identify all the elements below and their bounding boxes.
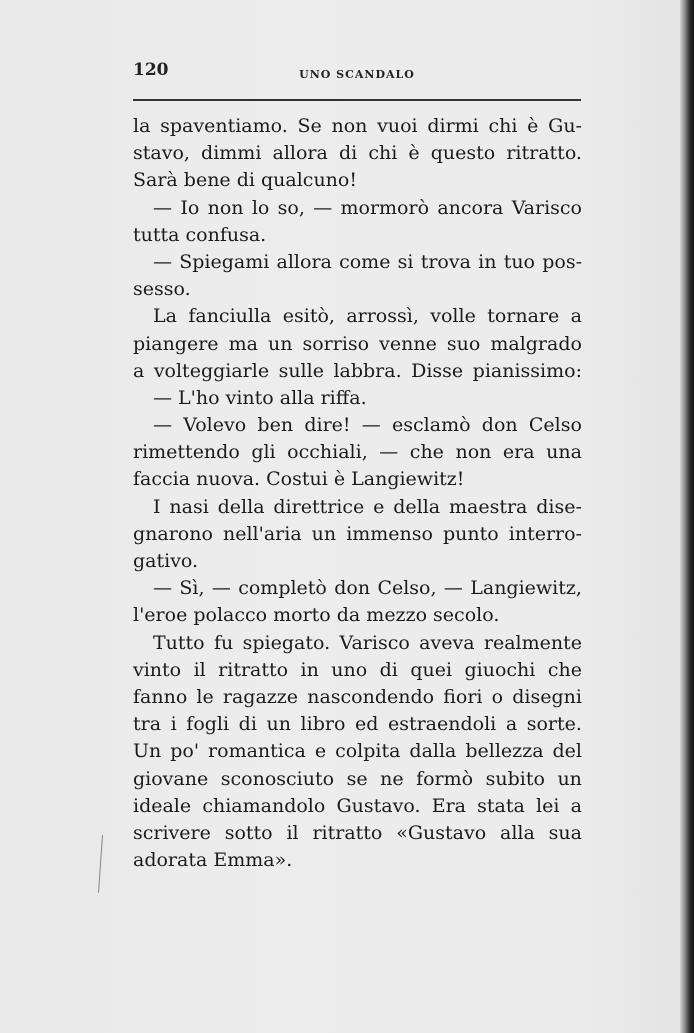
word: don: [481, 414, 518, 437]
word: completò: [238, 577, 327, 600]
word: vuoi: [377, 115, 418, 137]
text-line: l'eroe polacco morto da mezzo secolo.: [133, 604, 500, 627]
word: Gustavo.: [336, 794, 421, 817]
word: Volevo: [183, 414, 247, 437]
word: un: [267, 332, 293, 355]
word: —: [153, 577, 172, 600]
word: ed: [354, 713, 379, 736]
word: di: [238, 713, 257, 736]
word: fanno: [133, 685, 188, 708]
word: nell'aria: [222, 522, 302, 545]
word: mormorò: [340, 196, 430, 219]
word: che: [547, 658, 582, 681]
word: ben: [257, 414, 294, 437]
word: dire!: [304, 414, 351, 437]
word: gnarono: [133, 522, 213, 545]
word: giovane: [133, 767, 209, 790]
word: le: [196, 685, 214, 708]
word: un: [266, 713, 291, 736]
word: «Gustavo: [396, 821, 487, 844]
word: realmente: [483, 631, 582, 654]
word: quei: [410, 658, 453, 681]
word: pos-: [542, 250, 582, 273]
word: un: [311, 522, 337, 545]
text-line: [133, 195, 582, 222]
word: esitò,: [282, 305, 335, 328]
word: Sì,: [179, 577, 205, 600]
word: Varisco: [511, 196, 582, 219]
word: volteggiarle: [153, 359, 270, 382]
word: uno: [331, 658, 368, 681]
word: occhiali,: [287, 441, 368, 464]
word: non: [331, 115, 368, 137]
word: interro-: [508, 522, 582, 545]
text-line: tutta confusa.: [133, 223, 267, 246]
word: labbra.: [333, 359, 402, 382]
word: un: [557, 767, 582, 790]
word: la: [133, 115, 151, 137]
text-line: [133, 684, 582, 711]
word: spiegato.: [242, 631, 331, 654]
word: —: [153, 196, 172, 219]
word: tra: [133, 713, 162, 736]
word: dirmi: [427, 115, 479, 137]
word: —: [153, 414, 172, 437]
word: di: [338, 142, 358, 165]
word: —: [153, 250, 172, 273]
word: sorriso: [302, 332, 370, 355]
running-title: UNO SCANDALO: [299, 68, 415, 81]
word: lo: [251, 196, 270, 219]
word: Varisco: [339, 631, 410, 654]
word: il: [286, 821, 299, 844]
text-line: [133, 793, 582, 820]
word: non: [207, 196, 244, 219]
word: bellezza: [465, 740, 544, 763]
word: malgrado: [490, 332, 582, 355]
word: —: [443, 577, 463, 600]
word: sconosciuto: [220, 767, 335, 790]
word: ne: [380, 767, 404, 790]
word: sorte.: [526, 713, 582, 736]
word: ragazze: [222, 685, 299, 708]
word: se: [346, 767, 368, 790]
word: nascondendo: [307, 685, 435, 708]
text-line: sesso.: [133, 278, 191, 301]
word: come: [339, 250, 391, 273]
word: estraendoli: [387, 713, 497, 736]
text-line: [133, 113, 582, 140]
word: chi: [488, 115, 518, 137]
word: non: [455, 441, 492, 464]
word: tornare: [487, 305, 560, 328]
word: a: [505, 713, 518, 736]
word: una: [546, 441, 582, 464]
word: —: [361, 414, 381, 437]
word: a: [133, 359, 145, 382]
word: fogli: [186, 713, 230, 736]
word: ritratto: [218, 658, 289, 681]
word: Un: [133, 740, 162, 763]
word: dise-: [536, 495, 582, 518]
word: e: [314, 740, 327, 763]
word: formò: [416, 767, 474, 790]
word: don: [334, 577, 371, 600]
header-rule: [133, 99, 581, 101]
word: Se: [297, 115, 322, 137]
word: direttrice: [273, 495, 365, 518]
word: sua: [548, 821, 582, 844]
word: alla: [500, 821, 535, 844]
word: immenso: [346, 522, 433, 545]
word: Celso,: [377, 577, 437, 600]
text-line: [133, 630, 582, 657]
word: in: [478, 250, 497, 273]
word: sulle: [278, 359, 324, 382]
word: di: [379, 658, 398, 681]
word: stata: [477, 794, 525, 817]
text-line: [133, 711, 582, 738]
word: libro: [300, 713, 346, 736]
word: so,: [277, 196, 305, 219]
word: dimmi: [201, 142, 262, 165]
word: chiamandolo: [202, 794, 326, 817]
word: Disse: [411, 359, 464, 382]
word: I: [153, 495, 161, 518]
text-line: [133, 521, 582, 548]
word: nasi: [169, 495, 209, 518]
word: Io: [180, 196, 200, 219]
word: volle: [430, 305, 476, 328]
word: subito: [485, 767, 545, 790]
text-line: gativo.: [133, 550, 199, 572]
text-line: [133, 820, 582, 847]
word: vinto: [133, 658, 182, 681]
word: colpita: [335, 740, 401, 763]
word: che: [409, 441, 444, 464]
word: suo: [446, 332, 481, 355]
word: sotto: [224, 821, 273, 844]
word: i: [170, 713, 177, 736]
word: ritratto: [312, 821, 383, 844]
word: La: [153, 305, 177, 328]
word: e: [373, 495, 385, 518]
word: fu: [213, 631, 234, 654]
word: —: [379, 441, 399, 464]
word: romantica: [208, 740, 306, 763]
word: lei: [536, 794, 560, 817]
word: questo: [430, 142, 496, 165]
page-number: 120: [133, 60, 169, 80]
word: spaventiamo.: [160, 115, 288, 137]
word: Langiewitz,: [470, 577, 582, 600]
word: della: [393, 495, 441, 518]
word: ancora: [437, 196, 504, 219]
word: disegni: [512, 685, 582, 708]
word: giuochi: [464, 658, 536, 681]
text-line: [133, 738, 582, 765]
book-spine-shadow: [680, 0, 694, 1033]
word: è: [527, 115, 539, 137]
word: —: [313, 196, 333, 219]
word: dalla: [409, 740, 457, 763]
word: aveva: [419, 631, 475, 654]
text-line: — L'ho vinto alla riffa.: [153, 386, 367, 409]
word: punto: [443, 522, 499, 545]
text-line: [133, 303, 582, 330]
word: allora: [276, 250, 332, 273]
text-line: adorata Emma».: [133, 849, 293, 872]
word: allora: [272, 142, 328, 165]
word: esclamò: [392, 414, 471, 437]
text-line: [133, 575, 582, 602]
text-line: faccia nuova. Costui è Langiewitz!: [133, 468, 465, 491]
word: il: [193, 658, 206, 681]
text-line: [133, 494, 582, 521]
word: a: [570, 305, 582, 328]
word: rimettendo: [133, 441, 240, 464]
word: Era: [431, 794, 466, 817]
text-line: [133, 331, 582, 358]
text-line: [133, 140, 582, 167]
margin-pencil-mark: [98, 835, 106, 893]
word: tuo: [503, 250, 535, 273]
text-line: Sarà bene di qualcuno!: [133, 169, 357, 192]
word: fanciulla: [188, 305, 272, 328]
page-body-text: [133, 113, 582, 874]
word: —: [211, 577, 231, 600]
word: ideale: [133, 794, 192, 817]
text-line: [133, 249, 582, 276]
word: stavo,: [133, 142, 190, 165]
word: arrossì,: [346, 305, 419, 328]
word: fiori: [443, 685, 483, 708]
word: pianissimo:: [472, 359, 582, 382]
word: della: [217, 495, 265, 518]
word: era: [502, 441, 535, 464]
word: Tutto: [153, 631, 205, 654]
word: si: [397, 250, 414, 273]
word: po': [170, 740, 200, 763]
word: gli: [251, 441, 276, 464]
word: scrivere: [133, 821, 211, 844]
word: trova: [420, 250, 471, 273]
text-line: [133, 358, 582, 385]
text-line: [133, 439, 582, 466]
word: è: [408, 142, 420, 165]
word: maestra: [449, 495, 528, 518]
text-line: [133, 412, 582, 439]
word: del: [552, 740, 582, 763]
word: Gu-: [548, 115, 582, 137]
word: ma: [228, 332, 258, 355]
word: chi: [368, 142, 398, 165]
word: ritratto.: [506, 142, 582, 165]
word: Spiegami: [179, 250, 270, 273]
text-line: [133, 657, 582, 684]
word: Celso: [528, 414, 582, 437]
text-line: [133, 766, 582, 793]
word: in: [300, 658, 319, 681]
word: piangere: [133, 332, 219, 355]
word: o: [491, 685, 504, 708]
word: venne: [379, 332, 437, 355]
word: a: [570, 794, 582, 817]
